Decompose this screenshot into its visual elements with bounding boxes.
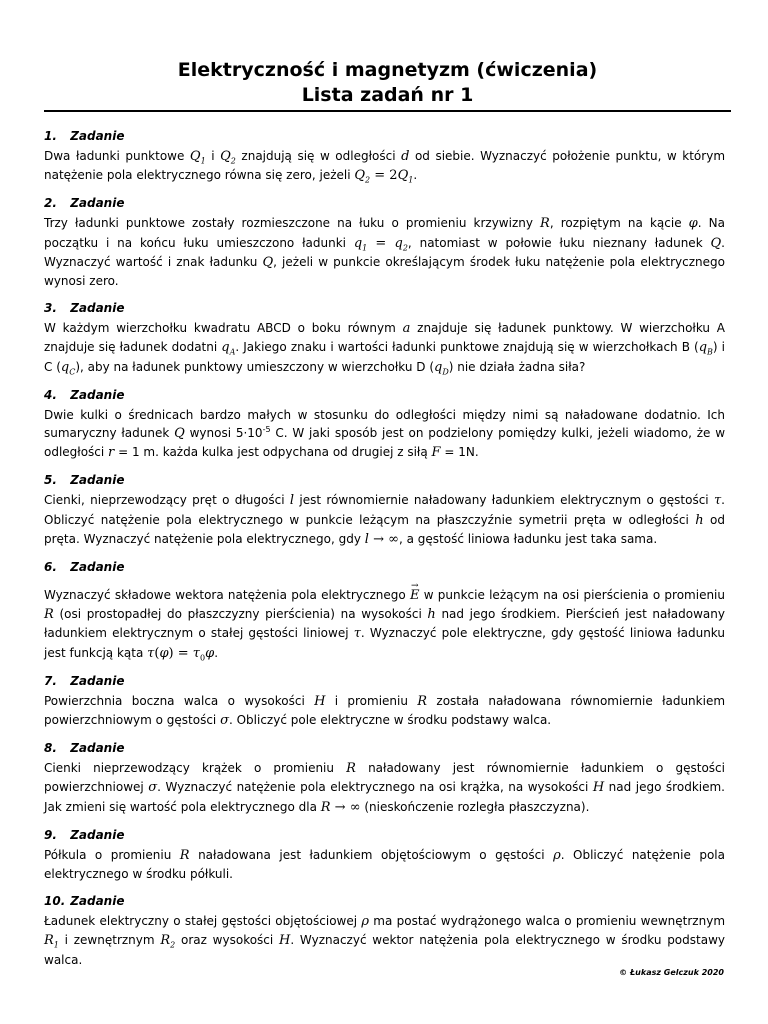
problem-text: Ładunek elektryczny o stałej gęstości objętościowej ρ ma postać wydrążonego walca o promieniu wewnętrznym $R_1$ i zewnętrznym $R_2$ oraz wysokości H. Wyznaczyć wektor natężenia pola elektrycznego w środku podstawy walca. [44, 914, 726, 967]
copyright-footer: © Łukasz Gelczuk 2020 [619, 968, 724, 977]
problem-title: 1. Zadanie [44, 129, 125, 143]
problem-3 [44, 299, 725, 377]
problem-text: W każdym wierzchołku kwadratu ABCD o boku równym a znajduje się ładunek punktowy. W wierzchołku A znajduje się ładunek dodatni $q_A$. Jakiego znaku i wartości ładunki punktowe znajdują się w wierzchołkach B $(q_B)$ i C $(q_C)$, aby na ładunek punktowy umieszczony w wierzchołku D $(q_D)$ nie działa żadna siła? [44, 321, 726, 377]
problem-title: 10. Zadanie [44, 894, 125, 909]
problem-title: 5. Zadanie [44, 473, 125, 488]
problem-1 [44, 127, 725, 185]
problem-title: 4. Zadanie [44, 387, 125, 402]
problem-title: 9. Zadanie [44, 827, 125, 842]
problem-list [44, 127, 725, 978]
document-header [44, 58, 731, 112]
problem-text: Półkula o promieniu R naładowana jest ładunkiem objętościowym o gęstości ρ. Obliczyć natężenie pola elektrycznego w środku półkuli. [44, 847, 725, 882]
problem-text: Dwa ładunki punktowe $Q_1$ i $Q_2$ znajdują się w odległości d od siebie. Wyznaczyć położenie punktu, w którym natężenie pola elektrycznego równa się zero, jeżeli $Q_2 = 2Q_1$. [44, 149, 726, 185]
problem-text: Cienki nieprzewodzący krążek o promieniu R naładowany jest równomiernie ładunkiem o gęstości powierzchniowej σ. Wyznaczyć natężenie pola elektrycznego na osi krążka, na wysokości H nad jego środkiem. Jak zmieni się wartość pola elektrycznego dla R → ∞ (nieskończenie rozległa płaszczyzna). [44, 761, 725, 815]
problem-title: 7. Zadanie [44, 673, 125, 688]
problem-title: 3. Zadanie [44, 301, 125, 316]
problem-4 [44, 386, 725, 463]
problem-9 [44, 826, 725, 883]
problem-6 [44, 558, 725, 663]
problem-text: Wyznaczyć składowe wektora natężenia pola elektrycznego → E w punkcie leżącym na osi pierścienia o promieniu R (osi prostopadłej do płaszczyzny pierścienia) na wysokości h nad jego środkiem. Pierścień jest naładowany ładunkiem elektrycznym o stałej gęstości liniowej τ. Wyznaczyć pole elektryczne, gdy gęstość liniowa ładunku jest funkcją kąta $\tau(\varphi) = \tau_0\varphi$. [44, 586, 725, 663]
document-title: Elektryczność i magnetyzm (ćwiczenia) [177, 59, 598, 81]
document-subtitle: Lista zadań nr 1 [301, 84, 474, 106]
problem-7 [44, 672, 725, 730]
problem-title: 2. Zadanie [44, 196, 125, 211]
problem-title: 6. Zadanie [44, 560, 125, 575]
problem-2 [44, 194, 725, 290]
problem-5 [44, 471, 725, 549]
problem-text: Cienki, nieprzewodzący pręt o długości l jest równomiernie naładowany ładunkiem elektrycznym o gęstości τ. Obliczyć natężenie pola elektrycznego w punkcie leżącym na płaszczyźnie symetrii pręta w odległości h od pręta. Wyznaczyć natężenie pola elektrycznego, gdy l → ∞, a gęstość liniowa ładunku jest taka sama. [44, 493, 726, 547]
problem-title: 8. Zadanie [44, 741, 125, 756]
problem-8 [44, 739, 725, 817]
problem-text: Dwie kulki o średnicach bardzo małych w stosunku do odległości między nimi są naładowane dodatnio. Ich sumaryczny ładunek Q wynosi $5\cdot 10^{-5}$ C. W jaki sposób jest on podzielony pomiędzy kulki, jeżeli wiadomo, że w odległości r = 1 m. każda kulka jest odpychana od drugiej z siłą F = 1N. [44, 407, 726, 461]
problem-10 [44, 892, 725, 969]
problem-text: Trzy ładunki punktowe zostały rozmieszczone na łuku o promieniu krzywizny R, rozpiętym na kącie φ. Na początku i na końcu łuku umieszczono ładunki $q_1 = q_2$, natomiast w połowie łuku nieznany ładunek Q. Wyznaczyć wartość i znak ładunku Q, jeżeli w punkcie określającym środek łuku natężenie pola elektrycznego wynosi zero. [44, 216, 726, 289]
problem-text: Powierzchnia boczna walca o wysokości H i promieniu R została naładowana równomiernie ładunkiem powierzchniowym o gęstości σ. Obliczyć pole elektryczne w środku podstawy walca. [44, 693, 726, 729]
